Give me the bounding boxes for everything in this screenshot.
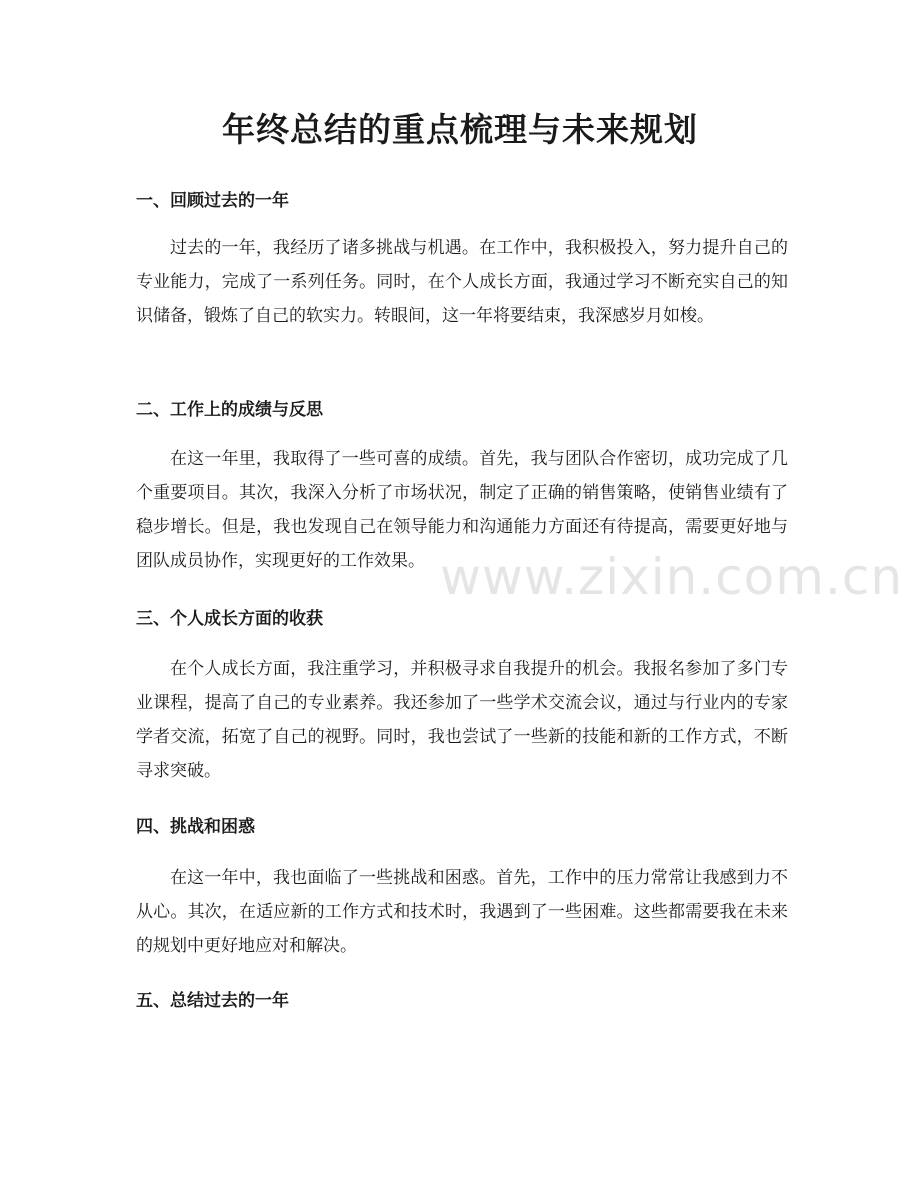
section-heading-2: 二、工作上的成绩与反思 <box>136 400 323 420</box>
section-heading-4: 四、挑战和困惑 <box>136 817 255 837</box>
section-paragraph-4: 在这一年中，我也面临了一些挑战和困惑。首先，工作中的压力常常让我感到力不从心。其次，在适应新的工作方式和技术时，我遇到了一些困难。这些都需要我在未来的规划中更好地应对和解决。 <box>136 868 788 956</box>
watermark-text: www.zixin.com.cn <box>440 548 904 606</box>
document-title: 年终总结的重点梳理与未来规划 <box>222 110 698 149</box>
section-heading-3: 三、个人成长方面的收获 <box>136 609 323 629</box>
section-heading-1: 一、回顾过去的一年 <box>136 191 289 211</box>
section-paragraph-2: 在这一年里，我取得了一些可喜的成绩。首先，我与团队合作密切，成功完成了几个重要项目。其次，我深入分析了市场状况，制定了正确的销售策略，使销售业绩有了稳步增长。但是，我也发现自己在领导能力和沟通能力方面还有待提高，需要更好地与团队成员协作，实现更好的工作效果。 <box>136 449 788 571</box>
section-paragraph-3: 在个人成长方面，我注重学习，并积极寻求自我提升的机会。我报名参加了多门专业课程，提高了自己的专业素养。我还参加了一些学术交流会议，通过与行业内的专家学者交流，拓宽了自己的视野。同时，我也尝试了一些新的技能和新的工作方式，不断寻求突破。 <box>136 659 788 781</box>
section-heading-5: 五、总结过去的一年 <box>136 991 289 1011</box>
section-paragraph-1: 过去的一年，我经历了诸多挑战与机遇。在工作中，我积极投入，努力提升自己的专业能力，完成了一系列任务。同时，在个人成长方面，我通过学习不断充实自己的知识储备，锻炼了自己的软实力。转眼间，这一年将要结束，我深感岁月如梭。 <box>136 238 788 326</box>
